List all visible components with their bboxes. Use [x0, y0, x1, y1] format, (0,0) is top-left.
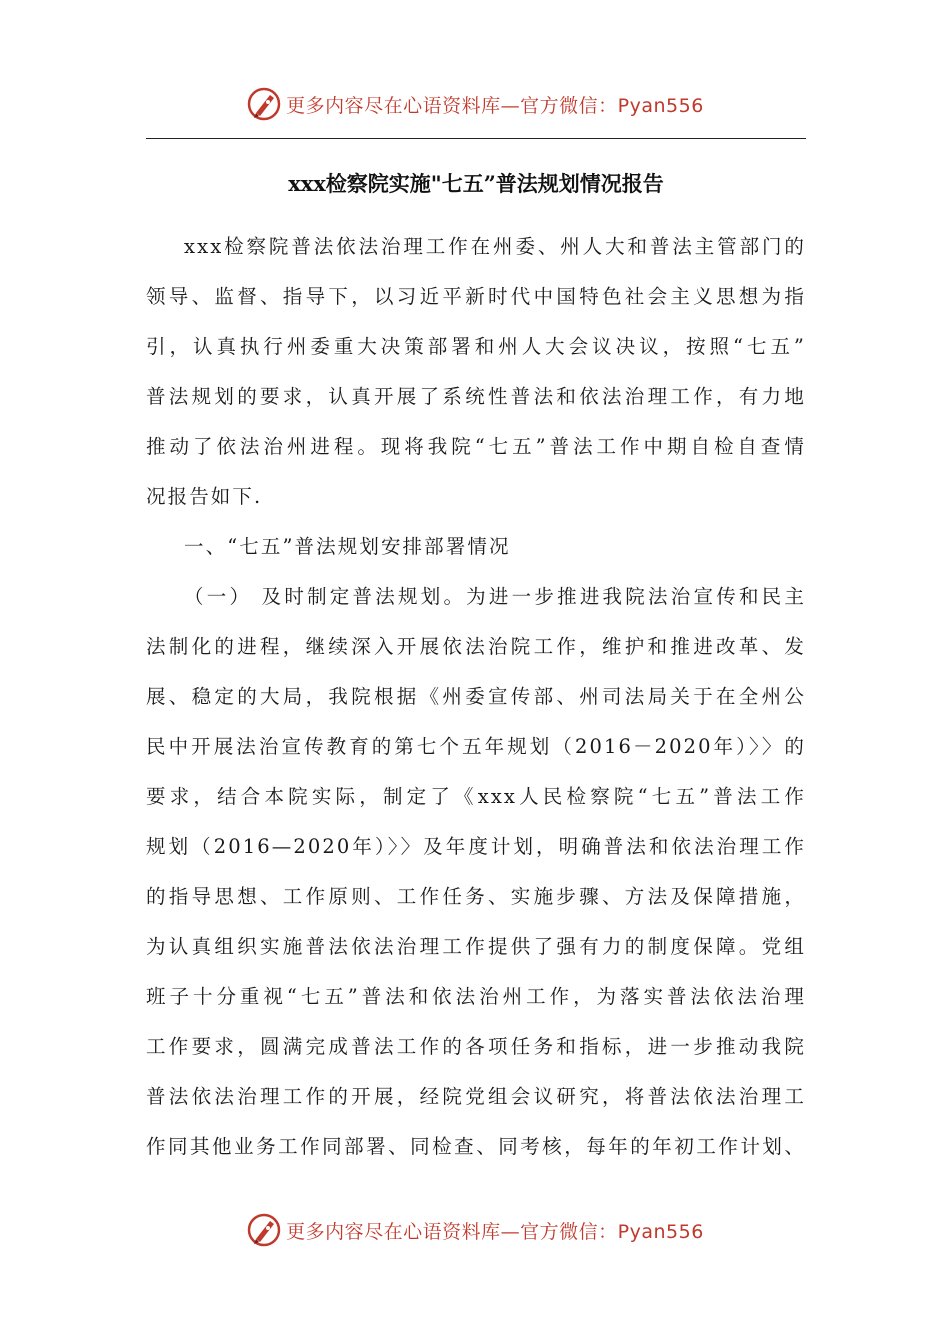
body-line: 况报告如下. — [146, 485, 263, 508]
wechat-id: Pyan556 — [617, 94, 704, 117]
body-line: 的指导思想、工作原则、工作任务、实施步骤、方法及保障措施， — [146, 885, 806, 908]
pen-logo-icon — [246, 86, 282, 122]
header-divider — [146, 138, 806, 139]
section-heading: 一、“七五”普法规划安排部署情况 — [184, 535, 511, 558]
body-line: 普法依法治理工作的开展，经院党组会议研究，将普法依法治理工 — [146, 1085, 806, 1108]
header-banner — [0, 82, 950, 126]
body-line: 班子十分重视“七五”普法和依法治州工作，为落实普法依法治理 — [146, 985, 806, 1008]
banner-text: 更多内容尽在心语资料库—官方微信：Pyan556 — [286, 94, 704, 117]
body-line: 为认真组织实施普法依法治理工作提供了强有力的制度保障。党组 — [146, 935, 806, 958]
wechat-id: Pyan556 — [617, 1220, 704, 1243]
body-line: 民中开展法治宣传教育的第七个五年规划（2016－2020年）〉〉的 — [146, 735, 806, 758]
footer-banner — [0, 1208, 950, 1252]
body-line: 领导、监督、指导下，以习近平新时代中国特色社会主义思想为指 — [146, 285, 806, 308]
pen-logo-icon — [246, 1212, 282, 1248]
body-line: 推动了依法治州进程。现将我院“七五”普法工作中期自检自查情 — [146, 435, 806, 458]
body-line: 工作要求，圆满完成普法工作的各项任务和指标，进一步推动我院 — [146, 1035, 806, 1058]
body-line: 规划（2016—2020年）〉〉及年度计划，明确普法和依法治理工作 — [146, 835, 806, 858]
banner-text: 更多内容尽在心语资料库—官方微信：Pyan556 — [286, 1220, 704, 1243]
body-line: （一） 及时制定普法规划。为进一步推进我院法治宣传和民主 — [184, 585, 806, 608]
body-line: 作同其他业务工作同部署、同检查、同考核，每年的年初工作计划、 — [146, 1135, 806, 1158]
body-line: 普法规划的要求，认真开展了系统性普法和依法治理工作，有力地 — [146, 385, 806, 408]
body-line: xxx检察院普法依法治理工作在州委、州人大和普法主管部门的 — [184, 235, 806, 258]
document-body — [146, 222, 806, 1172]
body-line: 要求，结合本院实际，制定了《xxx人民检察院“七五”普法工作 — [146, 785, 806, 808]
body-line: 引，认真执行州委重大决策部署和州人大会议决议，按照“七五” — [146, 335, 806, 358]
body-line: 法制化的进程，继续深入开展依法治院工作，维护和推进改革、发 — [146, 635, 806, 658]
body-line: 展、稳定的大局，我院根据《州委宣传部、州司法局关于在全州公 — [146, 685, 806, 708]
document-title: xxx检察院实施"七五”普法规划情况报告 — [288, 171, 664, 196]
